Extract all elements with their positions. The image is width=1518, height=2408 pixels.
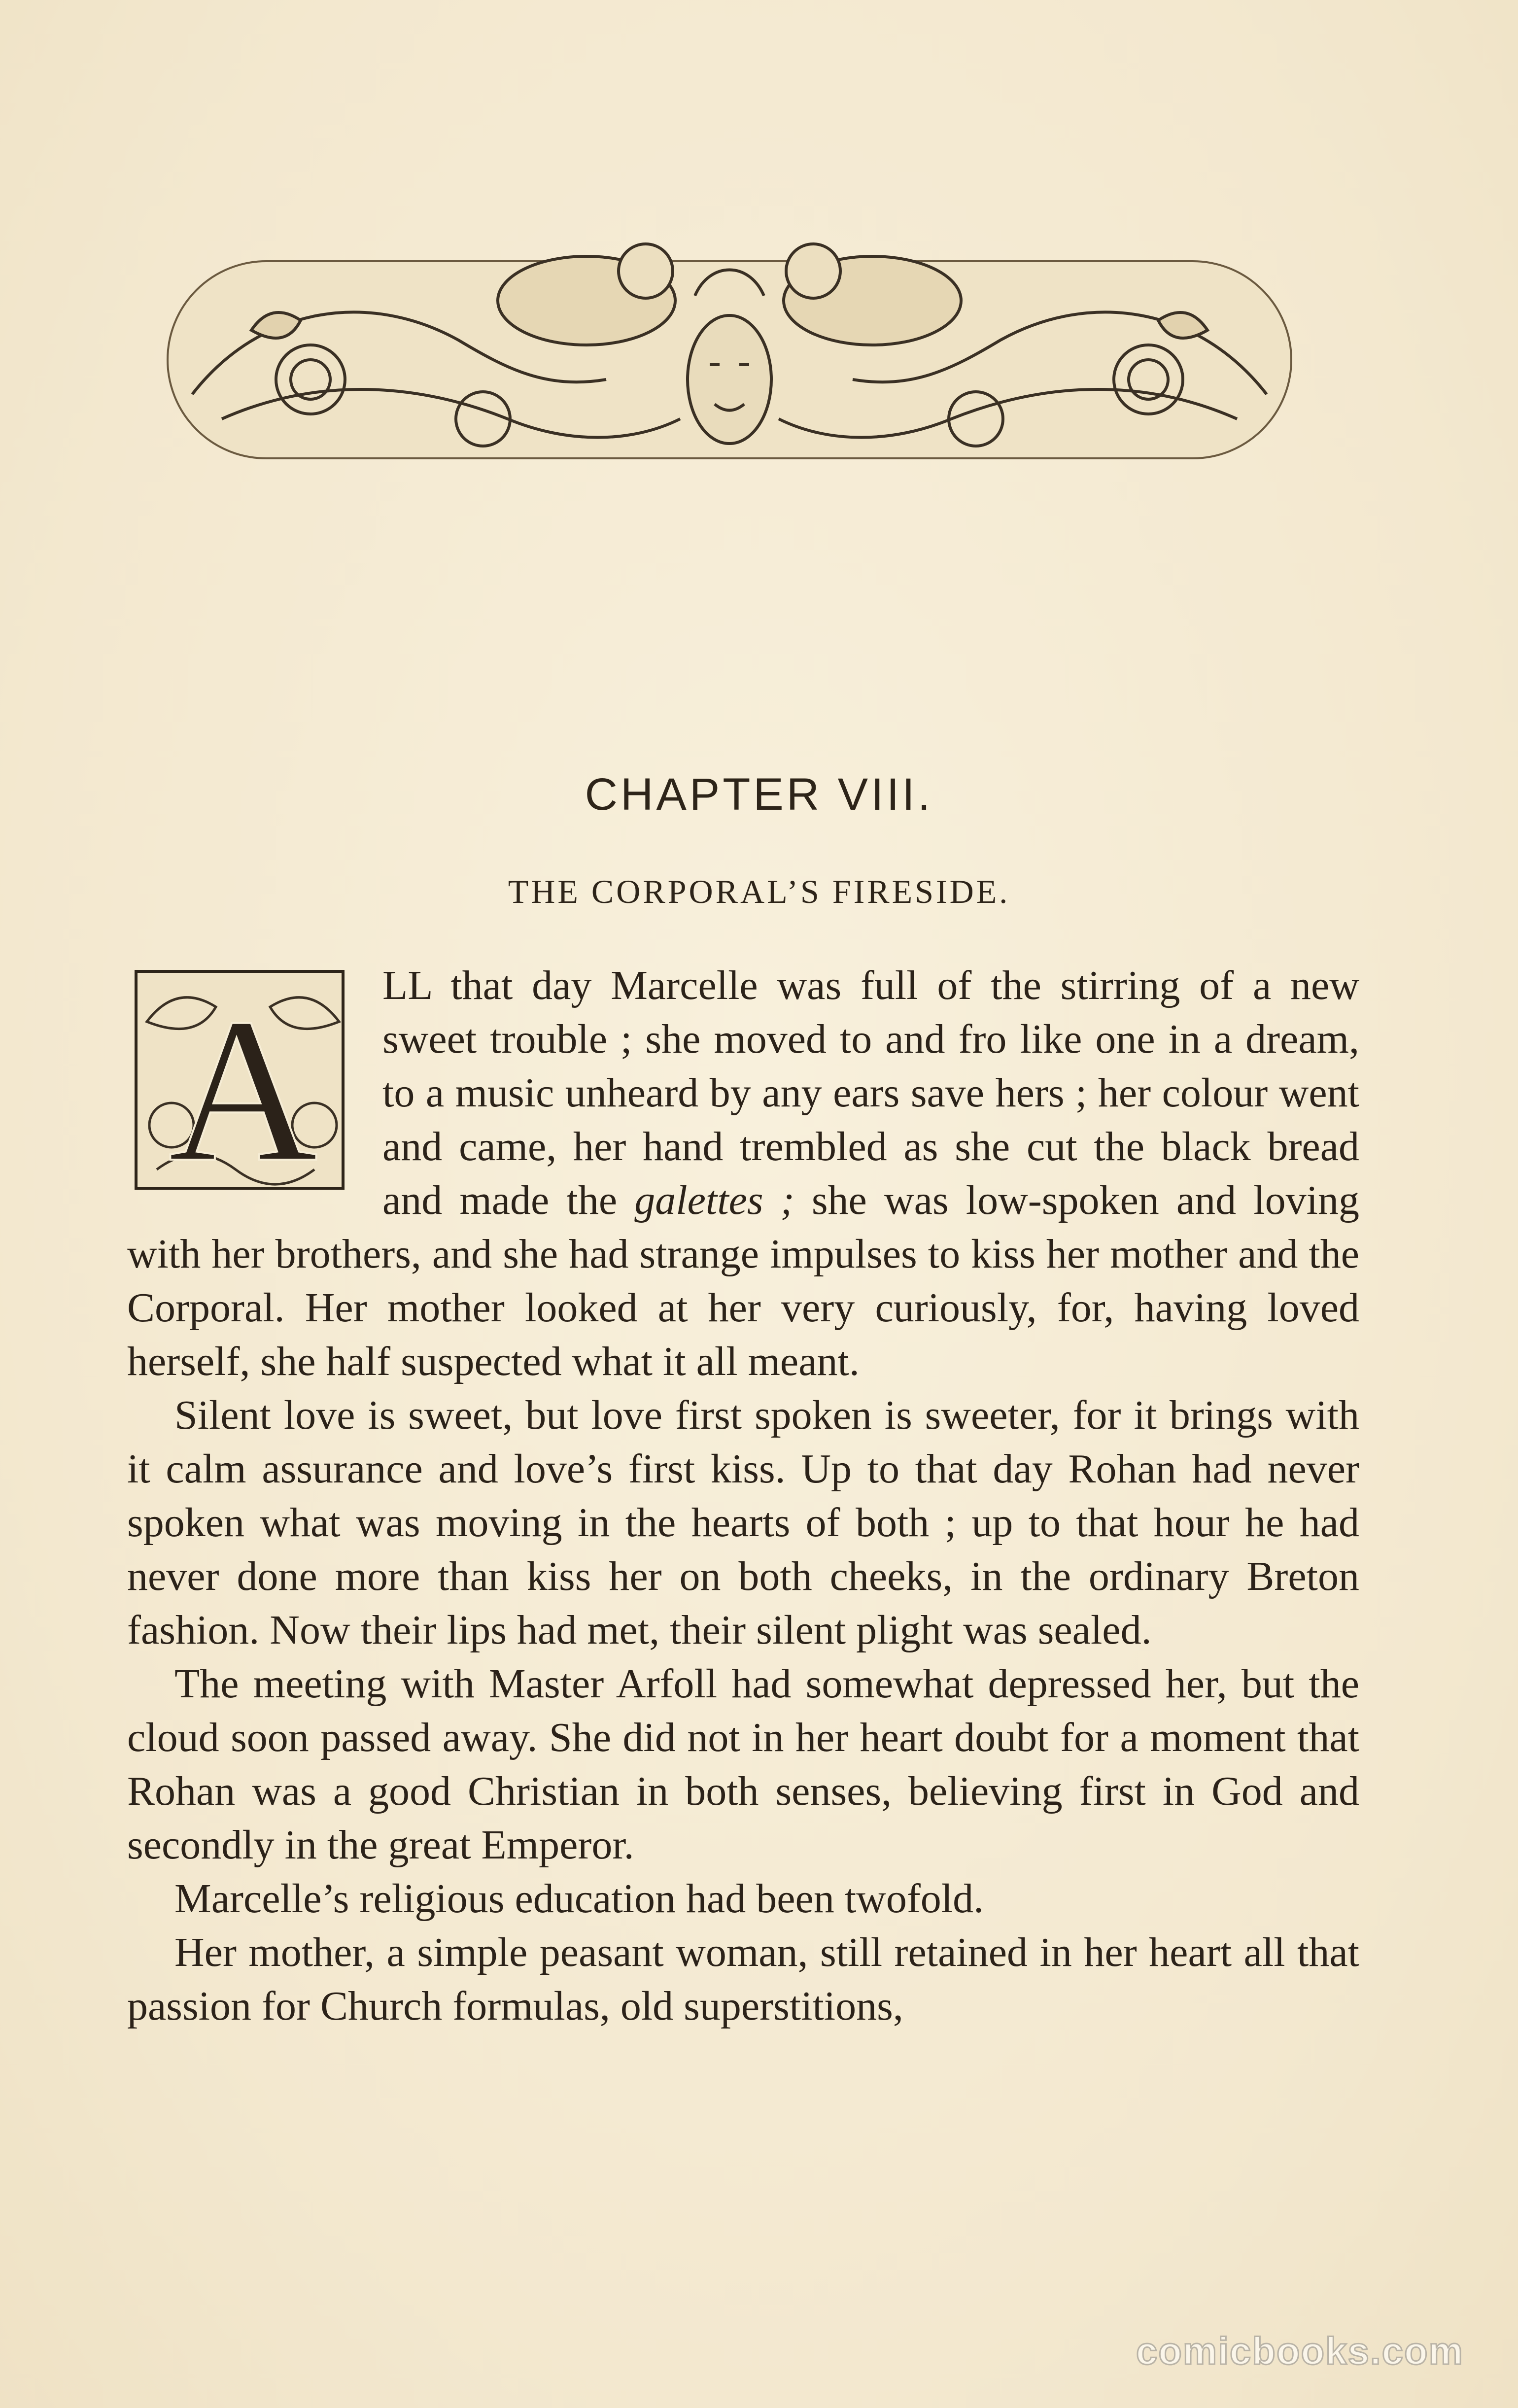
paragraph-3: The meeting with Master Arfoll had somewhat depressed her, but the cloud soon passed away. She did not in her heart doubt for a moment that Rohan was a good Christian in both senses, believing first in God and secondly in the great Emperor. bbox=[127, 1661, 1359, 1868]
drop-cap-glyph: A bbox=[168, 975, 318, 1204]
paragraph-2: Silent love is sweet, but love first spoken is sweeter, for it brings with it calm assurance and love’s first kiss. Up to that day Rohan had never spoken what was moving in the hearts of both ; up to that hour he had never done more than kiss her on both cheeks, in the ordinary Breton fashion. Now their lips had met, their silent plight was sealed. bbox=[127, 1392, 1359, 1653]
paragraph-4: Marcelle’s religious education had been twofold. bbox=[174, 1876, 984, 1922]
paragraph-5: Her mother, a simple peasant woman, still retained in her heart all that passion for Church formulas, old superstitions, bbox=[127, 1929, 1359, 2029]
chapter-subtitle: THE CORPORAL’S FIRESIDE. bbox=[508, 873, 1010, 910]
chapter-title: CHAPTER VIII. bbox=[585, 769, 933, 820]
chapter-body bbox=[127, 959, 1359, 2033]
watermark: comicbooks.com bbox=[1136, 2329, 1464, 2373]
paragraph-1: LL that day Marcelle was full of the stirring of a new sweet trouble ; she moved to and fro like one in a dream, to a music unheard by any ears save hers ; her colour went and came, her hand trembled as she cut the black bread and made the galettes ; she was low-spoken and loving with her brothers, and she had strange impulses to kiss her mother and the Corporal. Her mother looked at her very curiously, for, having loved herself, she half suspected what it all meant. bbox=[127, 963, 1360, 1384]
drop-cap-letter bbox=[127, 963, 359, 1204]
decorative-headpiece bbox=[163, 232, 1296, 478]
